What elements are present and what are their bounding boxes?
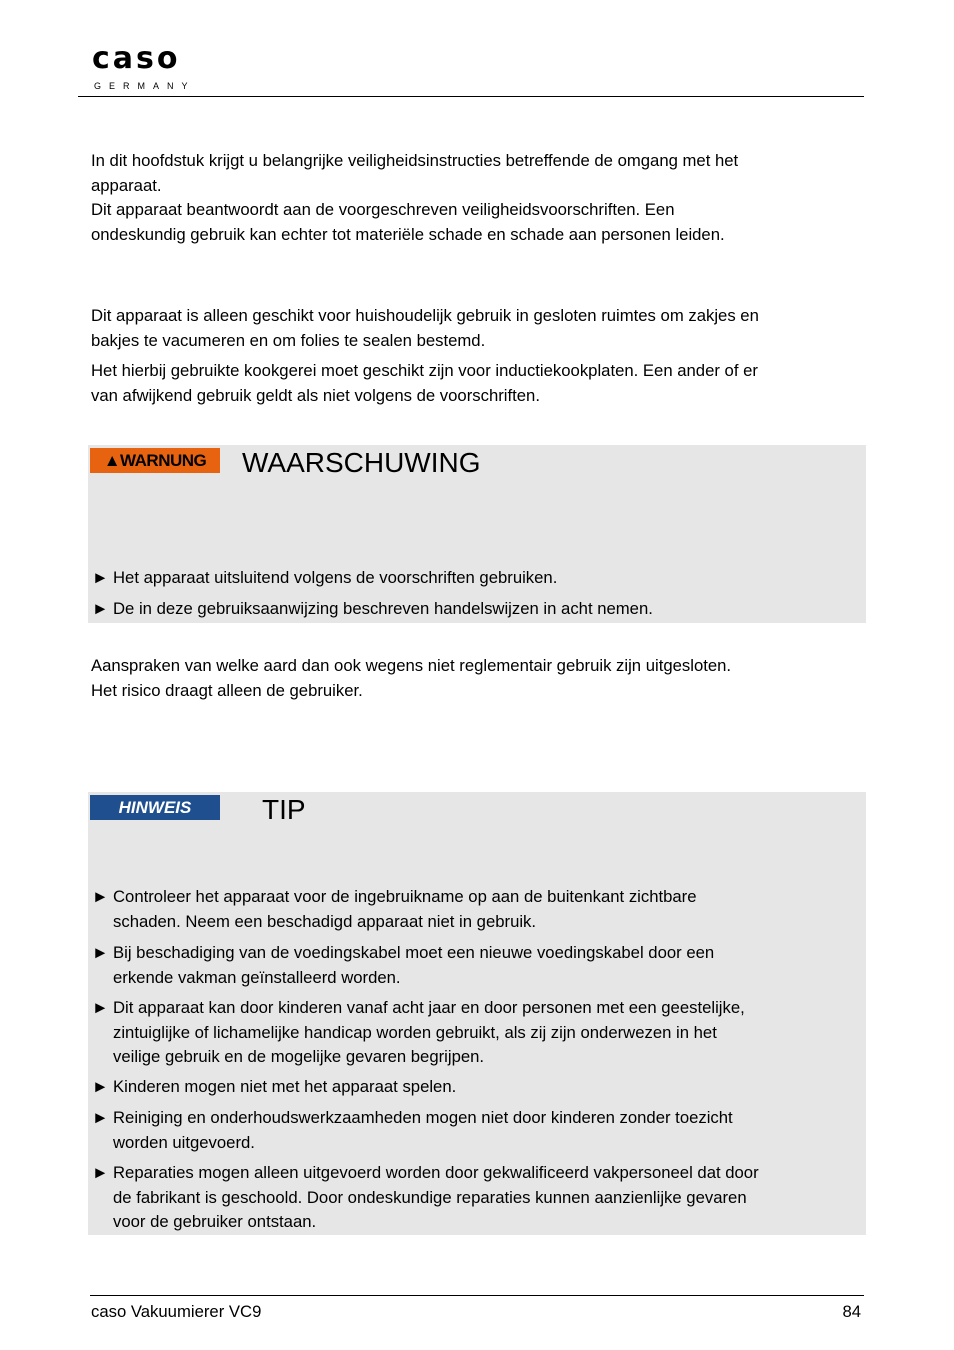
tip-box — [88, 792, 866, 1235]
bullet-arrow-icon: ► — [92, 1108, 109, 1127]
intro-paragraph-2: Dit apparaat beantwoordt aan de voorgeschreven veiligheidsvoorschriften. Een ondeskundig gebruik kan echter tot materiële schade en schade aan personen leiden. — [91, 200, 725, 244]
tip-bullet: ► Reiniging en onderhoudswerkzaamheden mogen niet door kinderen zonder toezicht worden uitgevoerd. — [92, 1108, 733, 1152]
page-number: 84 — [842, 1302, 861, 1321]
warning-title: WAARSCHUWING — [242, 447, 481, 478]
tip-bullet: ► Reparaties mogen alleen uitgevoerd worden door gekwalificeerd vakpersoneel dat door de fabrikant is geschoold. Door ondeskundige reparaties kunnen aanzienlijke gevaren voor de gebruiker ontstaan. — [92, 1163, 759, 1231]
footer-divider — [90, 1295, 864, 1296]
logo-subtitle: GERMANY — [94, 81, 196, 91]
tip-title: TIP — [262, 794, 306, 825]
usage-paragraph-1: Dit apparaat is alleen geschikt voor huishoudelijk gebruik in gesloten ruimtes om zakjes en bakjes te vacumeren en om folies te sealen bestemd. — [91, 306, 759, 350]
header-divider — [78, 96, 864, 97]
usage-paragraph-2: Het hierbij gebruikte kookgerei moet geschikt zijn voor inductiekookplaten. Een ander of er van afwijkend gebruik geldt als niet volgens de voorschriften. — [91, 361, 758, 405]
bullet-arrow-icon: ► — [92, 887, 109, 906]
caso-logo — [78, 34, 206, 104]
tip-bullet: ► Bij beschadiging van de voedingskabel moet een nieuwe voedingskabel door een erkende vakman geïnstalleerd worden. — [92, 943, 715, 987]
tip-bullet: ► Dit apparaat kan door kinderen vanaf acht jaar en door personen met een geestelijke, zintuiglijke of lichamelijke handicap worden gebruikt, als zij zijn onderwezen in het veilige gebruik en de mogelijke gevaren begrijpen. — [92, 998, 745, 1066]
bullet-arrow-icon: ► — [92, 599, 109, 618]
warning-bullet: ► De in deze gebruiksaanwijzing beschreven handelswijzen in acht nemen. — [92, 597, 862, 622]
logo-wordmark: caso — [92, 41, 181, 76]
bullet-arrow-icon: ► — [92, 568, 109, 587]
bullet-arrow-icon: ► — [92, 943, 109, 962]
tip-bullet: ► Controleer het apparaat voor de ingebruikname op aan de buitenkant zichtbare schaden. Neem een beschadigd apparaat niet in gebruik. — [92, 887, 697, 931]
bullet-arrow-icon: ► — [92, 1077, 109, 1096]
hint-badge: HINWEIS — [90, 795, 220, 820]
tip-bullet: ► Kinderen mogen niet met het apparaat spelen. — [92, 1075, 862, 1100]
bullet-arrow-icon: ► — [92, 1163, 109, 1182]
intro-paragraph-1: In dit hoofdstuk krijgt u belangrijke veiligheidsinstructies betreffende de omgang met het apparaat. — [91, 151, 739, 195]
warning-badge: ▲WARNUNG — [90, 448, 220, 473]
warning-bullet: ► Het apparaat uitsluitend volgens de voorschriften gebruiken. — [92, 566, 862, 591]
claims-paragraph: Aanspraken van welke aard dan ook wegens niet reglementair gebruik zijn uitgesloten. Het risico draagt alleen de gebruiker. — [91, 656, 732, 700]
warning-box — [88, 445, 866, 623]
bullet-arrow-icon: ► — [92, 998, 109, 1017]
footer-product-name: caso Vakuumierer VC9 — [91, 1302, 262, 1321]
warning-triangle-icon: ▲ — [103, 451, 121, 470]
